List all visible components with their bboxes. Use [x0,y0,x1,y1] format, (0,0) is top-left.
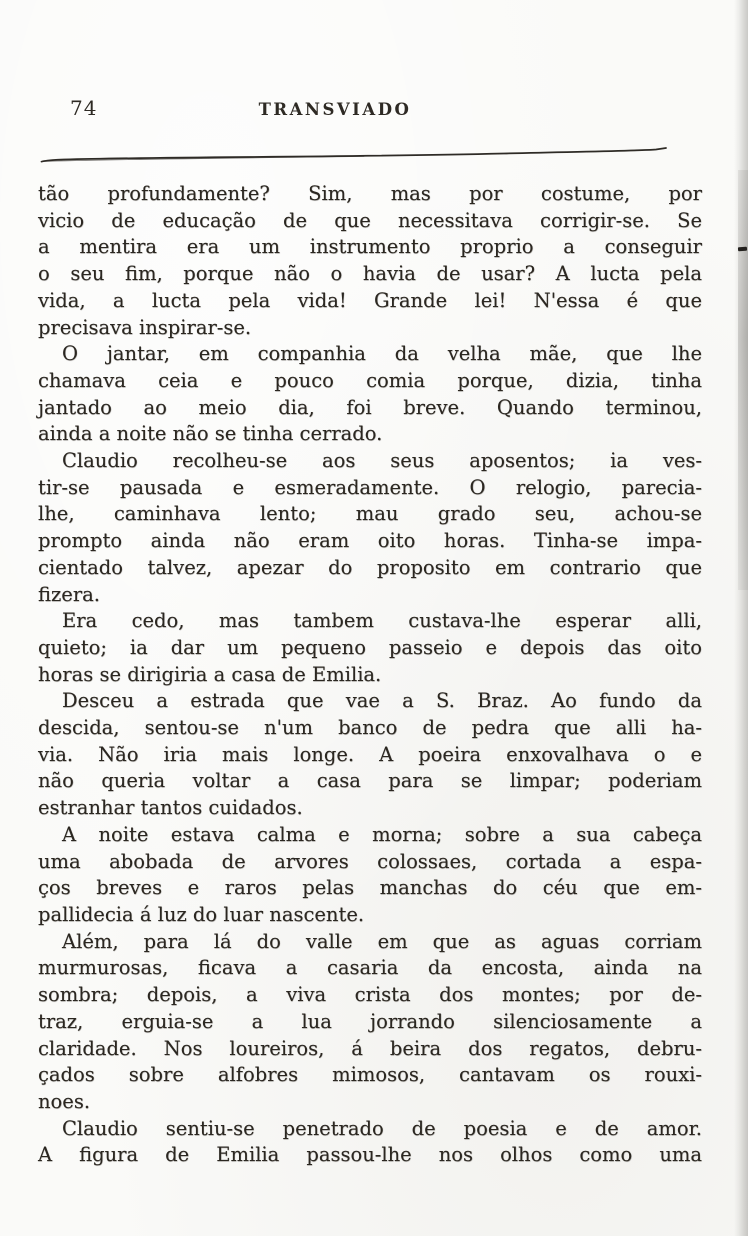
header-rule [34,144,674,168]
text-line: Era cedo, mas tambem custava-lhe esperar alli, [62,609,702,633]
text-line: chamava ceia e pouco comia porque, dizia, tinha [38,368,702,392]
page-number: 74 [70,96,98,120]
text-line: murmurosas, ficava a casaria da encosta, ainda na [38,956,702,980]
text-line: ços breves e raros pelas manchas do céu que em- [38,876,702,900]
text-line: cientado talvez, apezar do proposito em contrario que [38,555,702,579]
paragraph [38,1116,702,1169]
text-line: via. Não iria mais longe. A poeira enxovalhava o e [38,742,702,766]
text-line: A figura de Emilia passou-lhe nos olhos como uma [38,1143,702,1167]
paragraph [38,341,702,448]
paragraph [38,929,702,1116]
text-line: çados sobre alfobres mimosos, cantavam os rouxi- [38,1063,702,1087]
text-line: Desceu a estrada que vae a S. Braz. Ao fundo da [62,689,702,713]
text-line: quieto; ia dar um pequeno passeio e depois das oito [38,635,702,659]
text-line: traz, erguia-se a lua jorrando silenciosamente a [38,1009,702,1033]
text-line: claridade. Nos loureiros, á beira dos regatos, debru- [38,1036,702,1060]
running-title: TRANSVIADO [258,100,412,119]
text-line: vida, a lucta pela vida! Grande lei! N'essa é que [38,288,702,312]
paragraph [38,608,702,688]
text-line: A noite estava calma e morna; sobre a sua cabeça [62,822,702,846]
text-line: uma abobada de arvores colossaes, cortada a espa- [38,849,702,873]
ink-smudge-mark [738,247,747,252]
text-line: lhe, caminhava lento; mau grado seu, achou-se [38,502,702,526]
text-line: precisava inspirar-se. [38,315,252,339]
text-line: ainda a noite não se tinha cerrado. [38,422,383,446]
text-line: não queria voltar a casa para se limpar; poderiam [38,769,702,793]
text-line: estranhar tantos cuidados. [38,796,303,820]
text-line: tir-se pausada e esmeradamente. O relogio, parecia- [38,475,702,499]
text-line: horas se dirigiria a casa de Emilia. [38,662,382,686]
text-line: Além, para lá do valle em que as aguas corriam [62,929,702,953]
text-line: a mentira era um instrumento proprio a conseguir [38,235,702,259]
text-line: o seu fim, porque não o havia de usar? A lucta pela [38,262,702,286]
paragraph [38,181,702,341]
page-edge-shadow [734,0,748,1236]
paragraph [38,822,702,929]
paragraph [38,448,702,608]
text-column [38,181,702,1169]
text-line: descida, sentou-se n'um banco de pedra que alli ha- [38,716,702,740]
text-line: jantado ao meio dia, foi breve. Quando terminou, [38,395,702,419]
paragraph [38,688,702,822]
text-line: sombra; depois, a viva crista dos montes; por de- [38,983,702,1007]
text-line: Claudio sentiu-se penetrado de poesia e de amor. [62,1116,702,1140]
text-line: pallidecia á luz do luar nascente. [38,902,365,926]
text-line: tão profundamente? Sim, mas por costume, por [38,182,702,205]
text-line: O jantar, em companhia da velha mãe, que lhe [62,342,702,366]
text-line: vicio de educação de que necessitava corrigir-se. Se [38,208,702,232]
text-line: fizera. [38,582,100,606]
text-line: noes. [38,1089,91,1113]
text-line: prompto ainda não eram oito horas. Tinha-se impa- [38,529,702,553]
text-line: Claudio recolheu-se aos seus aposentos; ia ves- [62,449,702,473]
